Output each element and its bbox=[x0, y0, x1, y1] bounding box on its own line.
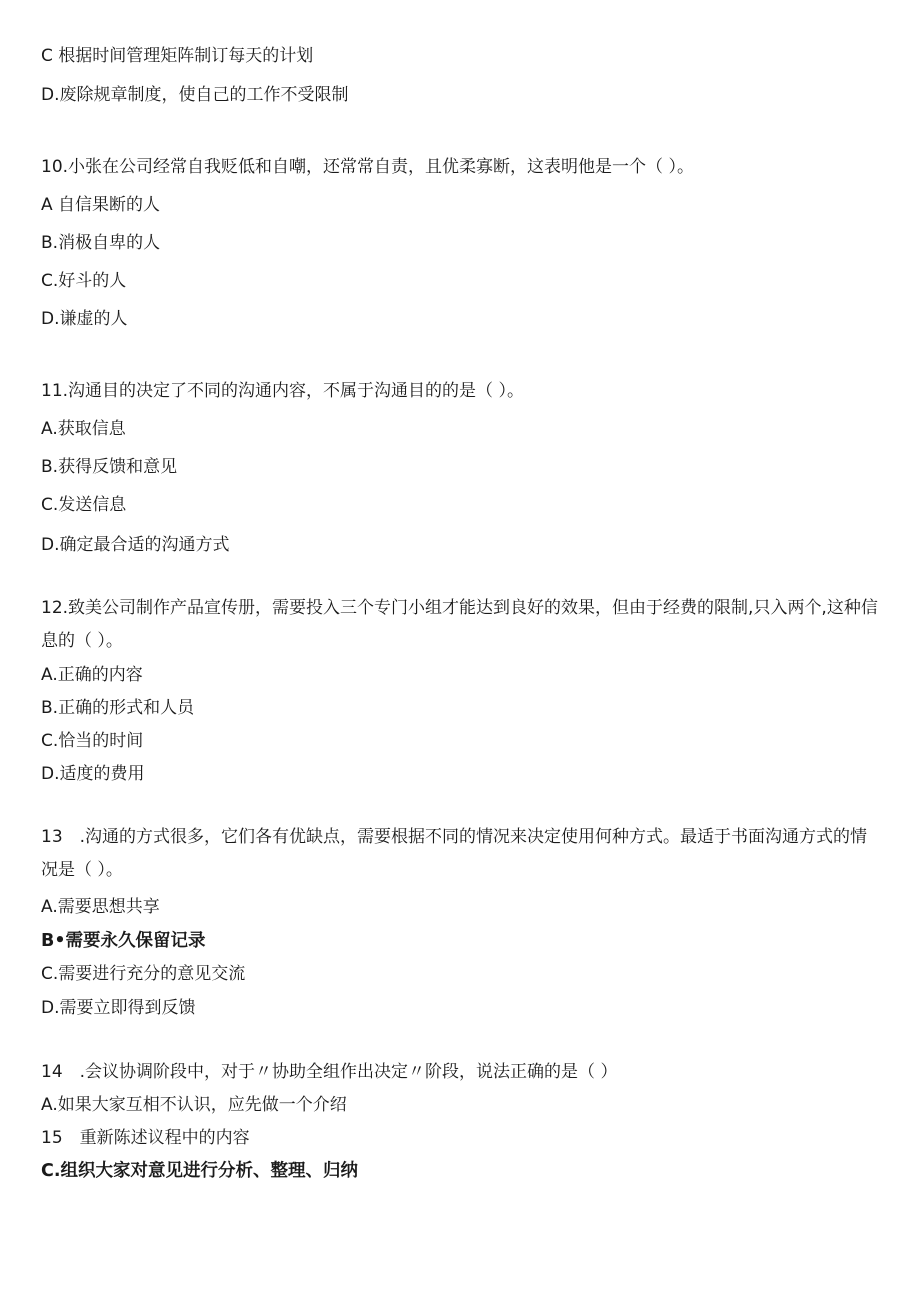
question-10: 10.小张在公司经常自我贬低和自嘲，还常常自责，且优柔寡断，这表明他是一个（ ）。 bbox=[41, 157, 694, 177]
question-13: 13 .沟通的方式很多，它们各有优缺点，需要根据不同的情况来决定使用何种方式。最适于书面沟通方式的情况是（ ）。 bbox=[41, 827, 868, 880]
option-14c: C.组织大家对意见进行分析、整理、归纳 bbox=[41, 1161, 358, 1181]
question-12: 12.致美公司制作产品宣传册，需要投入三个专门小组才能达到良好的效果，但由于经费的限制,只入两个,这种信息的（ ）。 bbox=[41, 598, 878, 651]
option-12c: C.恰当的时间 bbox=[41, 731, 144, 751]
option-12b: B.正确的形式和人员 bbox=[41, 698, 195, 718]
option-14b: 15 重新陈述议程中的内容 bbox=[41, 1128, 250, 1148]
option-11c: C.发送信息 bbox=[41, 495, 127, 515]
option-13c: C.需要进行充分的意见交流 bbox=[41, 964, 246, 984]
option-9c: C 根据时间管理矩阵制订每天的计划 bbox=[41, 46, 314, 66]
question-14: 14 .会议协调阶段中，对于〃协助全组作出决定〃阶段，说法正确的是（ ） bbox=[41, 1062, 618, 1082]
option-13d: D.需要立即得到反馈 bbox=[41, 998, 196, 1018]
option-14a: A.如果大家互相不认识，应先做一个介绍 bbox=[41, 1095, 347, 1115]
option-12a: A.正确的内容 bbox=[41, 665, 143, 685]
option-10a: A 自信果断的人 bbox=[41, 195, 161, 215]
option-10c: C.好斗的人 bbox=[41, 271, 127, 291]
option-13a: A.需要思想共享 bbox=[41, 897, 160, 917]
option-10b: B.消极自卑的人 bbox=[41, 233, 161, 253]
option-13b: B•需要永久保留记录 bbox=[41, 931, 206, 951]
question-11: 11.沟通目的决定了不同的沟通内容，不属于沟通目的的是（ ）。 bbox=[41, 381, 524, 401]
option-10d: D.谦虚的人 bbox=[41, 309, 128, 329]
option-12d: D.适度的费用 bbox=[41, 764, 145, 784]
option-9d: D.废除规章制度，使自己的工作不受限制 bbox=[41, 85, 349, 105]
option-11b: B.获得反馈和意见 bbox=[41, 457, 178, 477]
option-11a: A.获取信息 bbox=[41, 419, 126, 439]
option-11d: D.确定最合适的沟通方式 bbox=[41, 535, 230, 555]
